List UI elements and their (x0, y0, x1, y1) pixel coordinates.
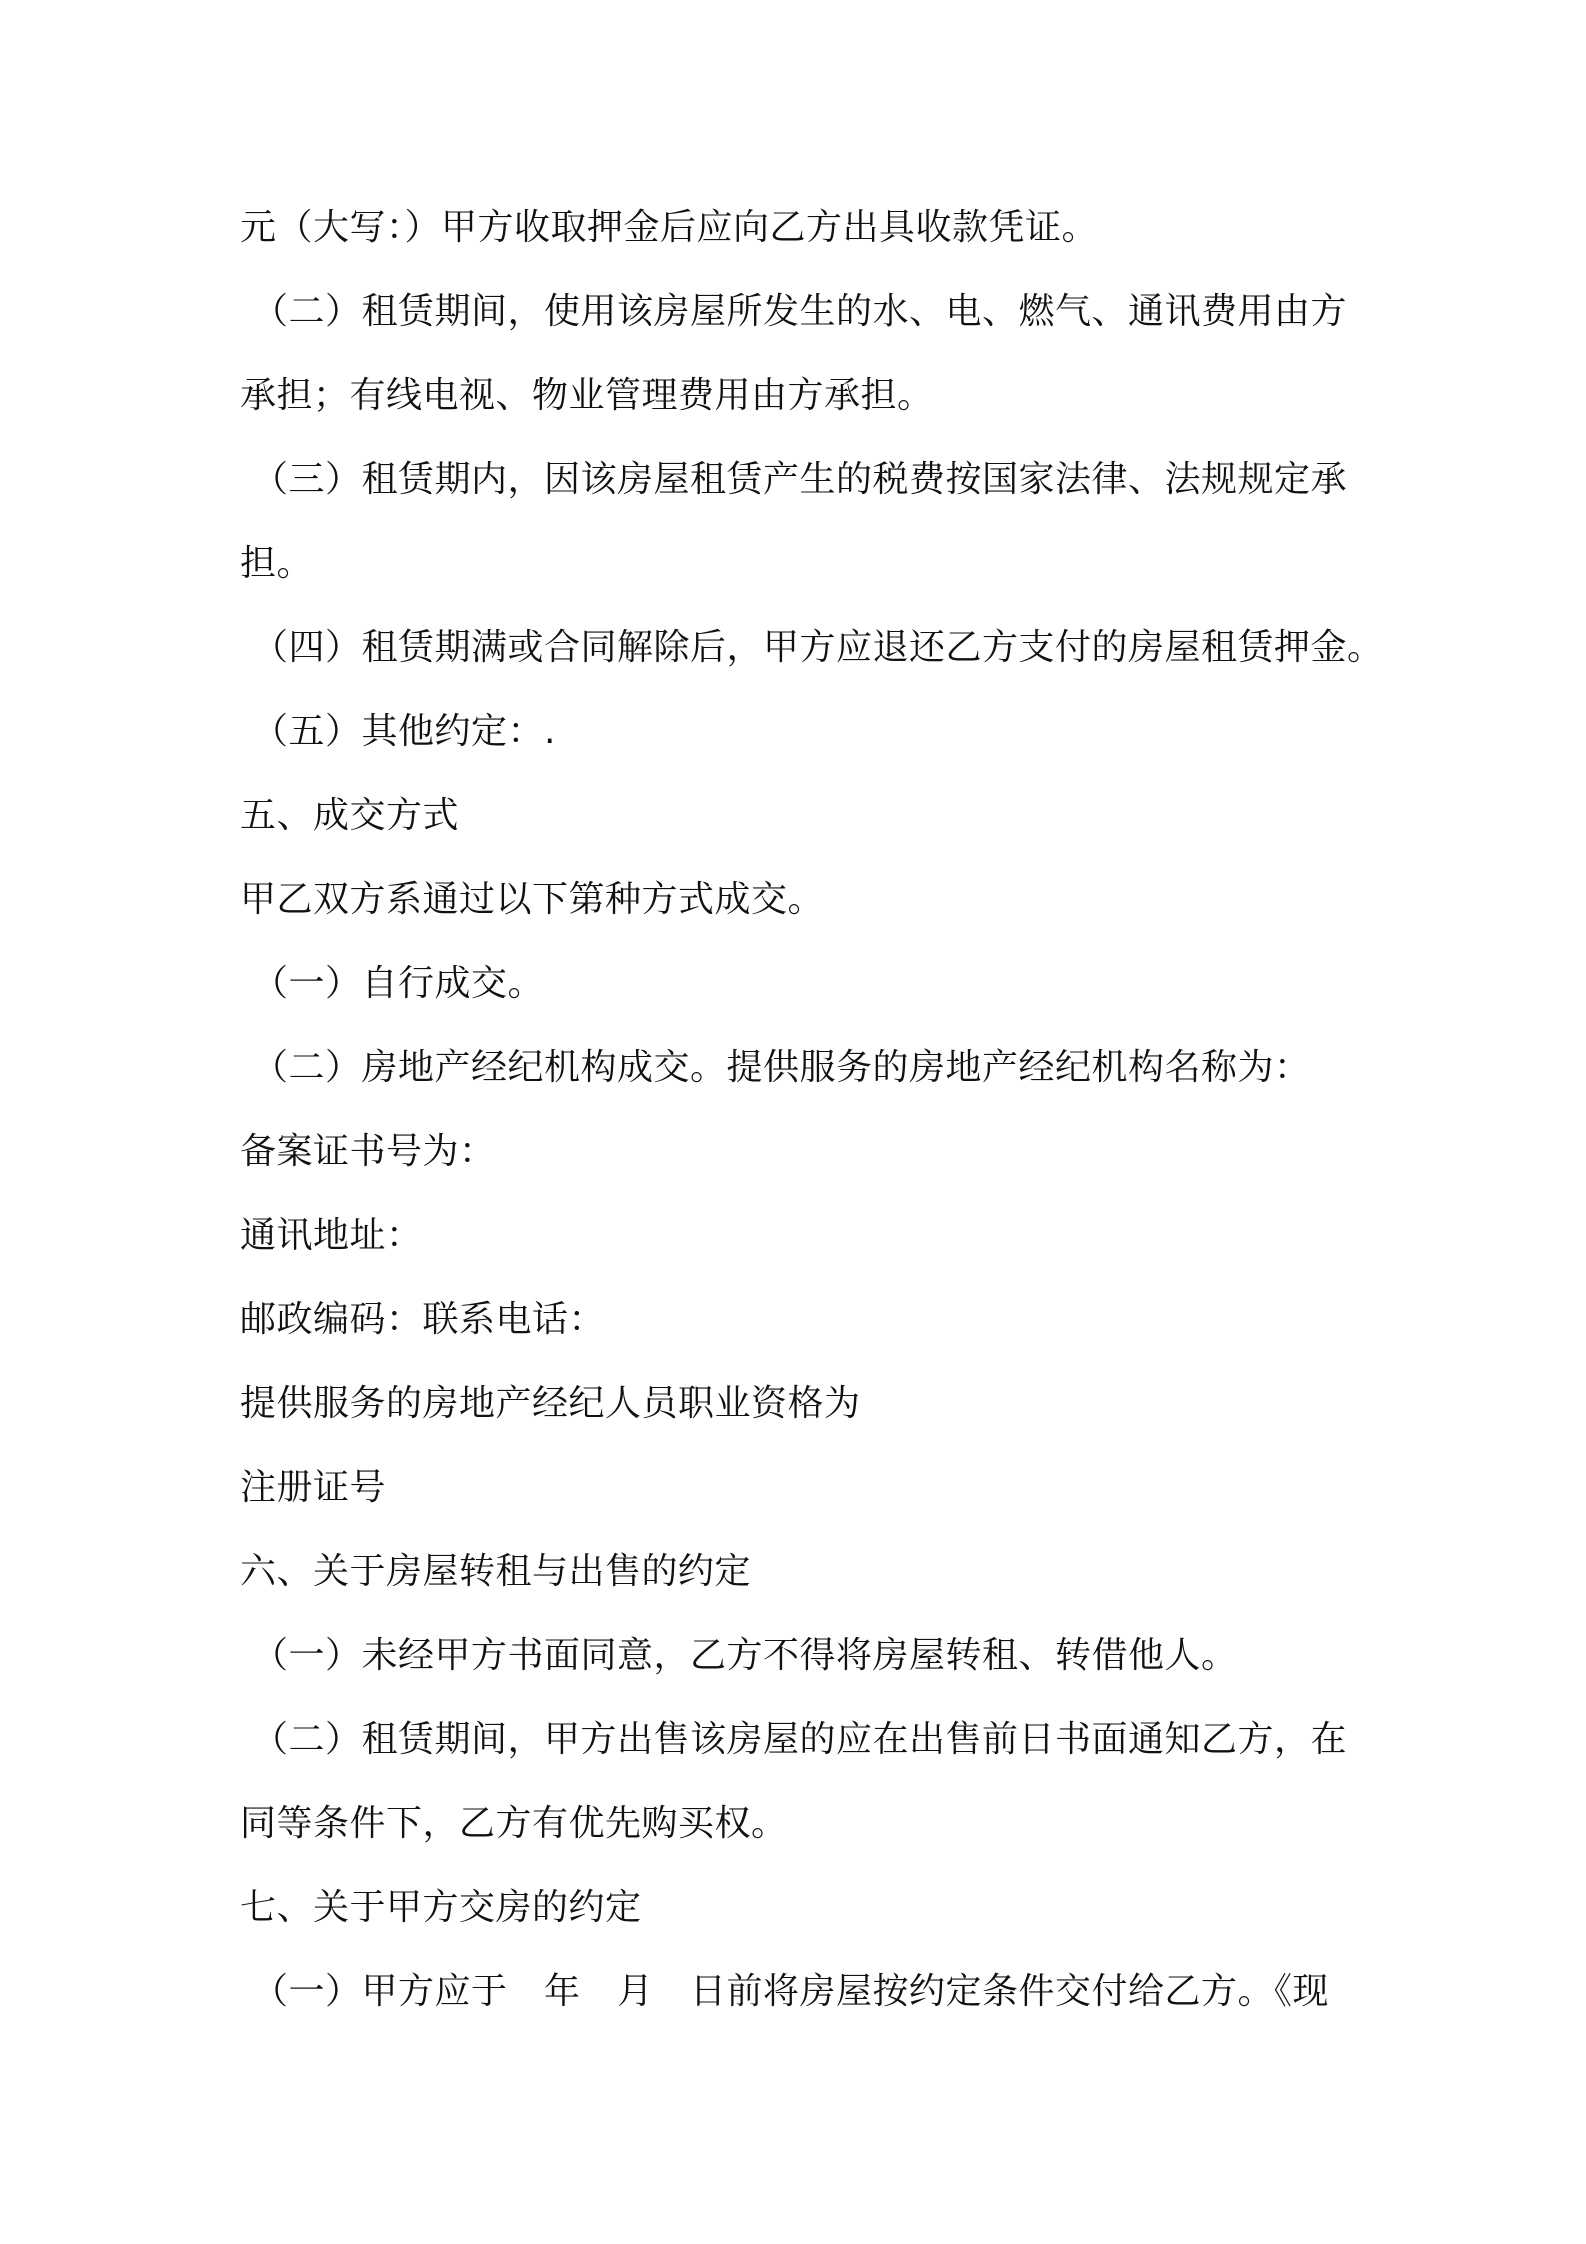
paragraph-line: （五）其他约定：. (252, 711, 556, 752)
section-heading: 六、关于房屋转租与出售的约定 (240, 1551, 752, 1592)
paragraph-line: （四）租赁期满或合同解除后，甲方应退还乙方支付的房屋租赁押金。 (252, 627, 1384, 668)
paragraph-line: 邮政编码：联系电话： (240, 1299, 606, 1340)
paragraph-line: （二）租赁期间，甲方出售该房屋的应在出售前日书面通知乙方，在 (252, 1719, 1348, 1760)
paragraph-line: 担。 (240, 543, 314, 584)
paragraph-line: 提供服务的房地产经纪人员职业资格为 (240, 1383, 861, 1424)
paragraph-line: 注册证号 (240, 1467, 387, 1508)
paragraph-line: （一）甲方应于 年 月 日前将房屋按约定条件交付给乙方。《现 (252, 1971, 1330, 2012)
paragraph-line: 通讯地址： (240, 1215, 423, 1256)
section-heading: 七、关于甲方交房的约定 (240, 1887, 642, 1928)
paragraph-line: （二）房地产经纪机构成交。提供服务的房地产经纪机构名称为： (252, 1047, 1311, 1088)
paragraph-line: （一）自行成交。 (252, 963, 545, 1004)
paragraph-line: 甲乙双方系通过以下第种方式成交。 (240, 879, 825, 920)
section-heading: 五、成交方式 (240, 795, 460, 836)
paragraph-line: （二）租赁期间，使用该房屋所发生的水、电、燃气、通讯费用由方 (252, 291, 1348, 332)
paragraph-line: 同等条件下，乙方有优先购买权。 (240, 1803, 788, 1844)
paragraph-line: 元（大写：）甲方收取押金后应向乙方出具收款凭证。 (240, 207, 1099, 248)
paragraph-line: （三）租赁期内，因该房屋租赁产生的税费按国家法律、法规规定承 (252, 459, 1348, 500)
paragraph-line: 承担；有线电视、物业管理费用由方承担。 (240, 375, 934, 416)
paragraph-line: （一）未经甲方书面同意，乙方不得将房屋转租、转借他人。 (252, 1635, 1238, 1676)
paragraph-line: 备案证书号为： (240, 1131, 496, 1172)
